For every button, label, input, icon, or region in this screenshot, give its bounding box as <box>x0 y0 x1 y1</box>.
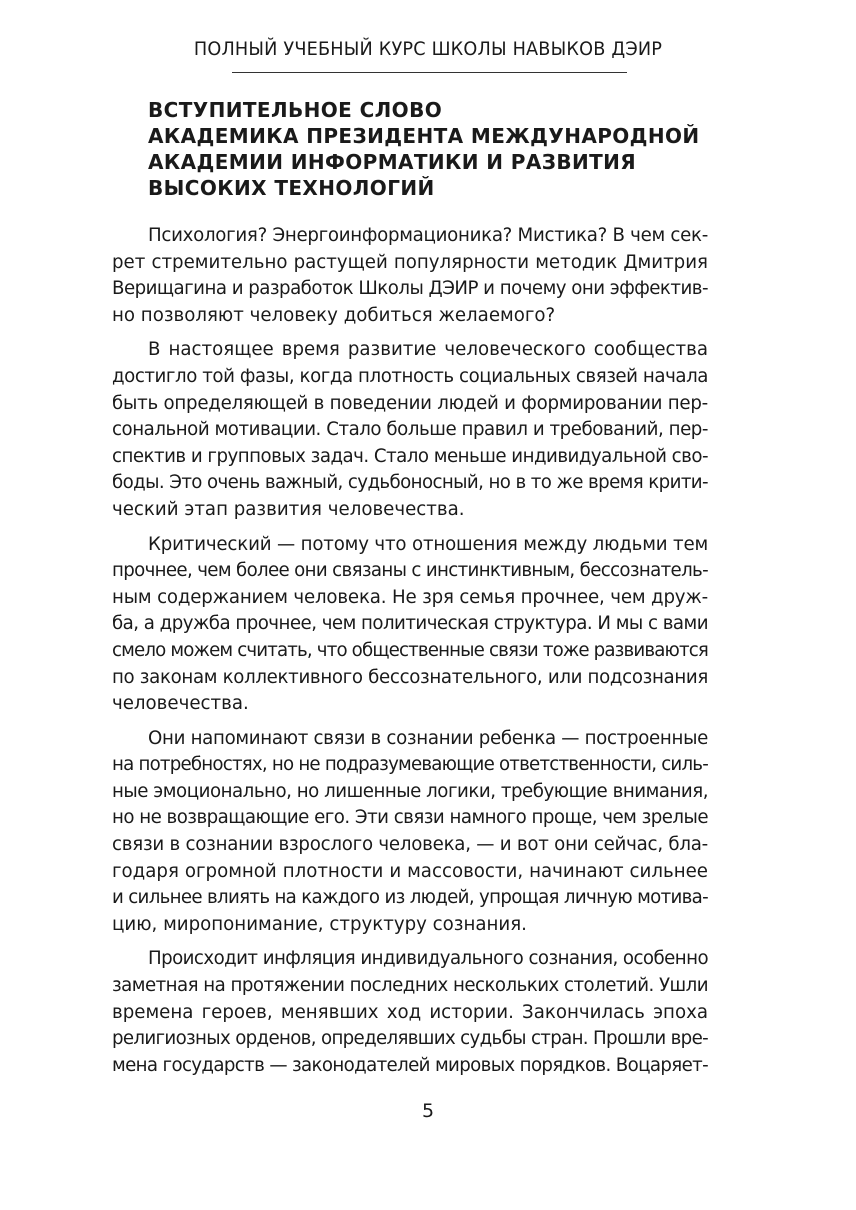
text-line: рет стремительно растущей популярности методик Дмитрия <box>112 251 708 273</box>
text-line: времена героев, менявших ход истории. Закончилась эпоха <box>112 1001 708 1023</box>
text-line: спектив и групповых задач. Стало меньше индивидуальной сво- <box>112 445 708 467</box>
paragraph <box>112 337 708 523</box>
text-line: годаря огромной плотности и массовости, начинают сильнее <box>112 860 708 882</box>
text-line: на потребностях, но не подразумевающие ответственности, силь- <box>112 754 708 776</box>
paragraph <box>112 223 708 329</box>
paragraph <box>112 726 708 939</box>
chapter-title <box>148 97 748 201</box>
text-line: быть определяющей в поведении людей и формировании пер- <box>112 392 708 414</box>
paragraph <box>112 532 708 718</box>
text-line: прочнее, чем более они связаны с инстинктивным, бессознатель- <box>112 560 709 582</box>
body-text <box>112 223 708 1087</box>
text-line: связи в сознании взрослого человека, — и вот они сейчас, бла- <box>112 834 708 856</box>
text-line: но не возвращающие его. Эти связи намного проще, чем зрелые <box>112 807 709 829</box>
text-line: смело можем считать, что общественные связи тоже развиваются <box>112 639 708 661</box>
text-line: Происходит инфляция индивидуального сознания, особенно <box>148 948 709 970</box>
text-line: Верищагина и разработок Школы ДЭИР и почему они эффектив- <box>112 278 708 300</box>
chapter-title-line: АКАДЕМИКА ПРЕЗИДЕНТА МЕЖДУНАРОДНОЙ <box>148 124 700 148</box>
text-line: по законам коллективного бессознательного, или подсознания <box>112 666 708 688</box>
text-line: боды. Это очень важный, судьбоносный, но в то же время крити- <box>112 472 708 494</box>
text-line: достигло той фазы, когда плотность социальных связей начала <box>112 365 708 387</box>
chapter-title-line: АКАДЕМИИ ИНФОРМАТИКИ И РАЗВИТИЯ <box>148 150 637 174</box>
header-rule <box>232 72 627 73</box>
text-line: человечества. <box>112 693 249 715</box>
text-line: цию, миропонимание, структуру сознания. <box>112 913 527 935</box>
text-line: религиозных орденов, определявших судьбы стран. Прошли вре- <box>112 1028 708 1050</box>
text-line: ба, а дружба прочнее, чем политическая структура. И мы с вами <box>112 613 708 635</box>
text-line: В настоящее время развитие человеческого сообщества <box>148 339 708 361</box>
text-line: сональной мотивации. Стало больше правил и требований, пер- <box>112 419 708 441</box>
chapter-title-line: ВСТУПИТЕЛЬНОЕ СЛОВО <box>148 98 443 122</box>
text-line: заметная на протяжении последних нескольких столетий. Ушли <box>112 975 709 997</box>
text-line: ческий этап развития человечества. <box>112 498 465 520</box>
text-line: и сильнее влиять на каждого из людей, упрощая личную мотива- <box>112 887 709 909</box>
text-line: ные эмоционально, но лишенные логики, требующие внимания, <box>112 780 708 802</box>
text-line: ным содержанием человека. Не зря семья прочнее, чем друж- <box>112 586 709 608</box>
text-line: Они напоминают связи в сознании ребенка — построенные <box>148 727 708 749</box>
page-number: 5 <box>421 1100 435 1122</box>
text-line: но позволяют человеку добиться желаемого? <box>112 304 556 326</box>
running-header: ПОЛНЫЙ УЧЕБНЫЙ КУРС ШКОЛЫ НАВЫКОВ ДЭИР <box>193 38 663 60</box>
chapter-title-line: ВЫСОКИХ ТЕХНОЛОГИЙ <box>148 176 435 200</box>
text-line: Психология? Энергоинформационика? Мистика? В чем сек- <box>148 225 709 246</box>
text-line: мена государств — законодателей мировых порядков. Воцаряет- <box>112 1054 708 1076</box>
text-line: Критический — потому что отношения между людьми тем <box>148 533 709 555</box>
paragraph <box>112 946 708 1079</box>
